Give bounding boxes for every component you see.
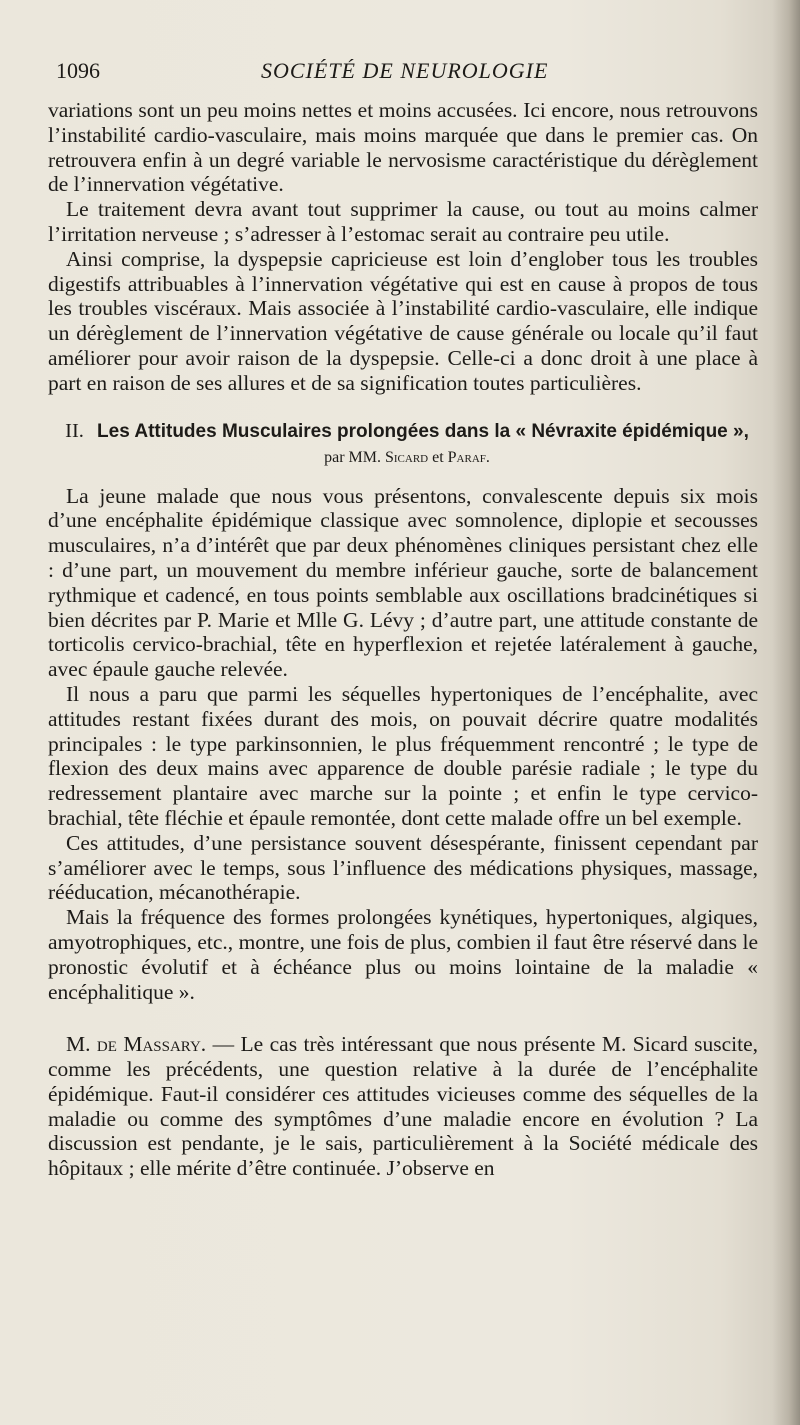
authors-and: et (432, 448, 444, 466)
paragraph-discussion (48, 1032, 758, 1181)
authors-suffix: . (485, 448, 490, 466)
running-head: SOCIÉTÉ DE NEUROLOGIE (261, 58, 549, 83)
paragraph-types: Il nous a paru que parmi les séquelles hypertoniques de l’encéphalite, avec attitudes restant fixées durant des mois, on pouvait décrire quatre modalités principales : le type parkinsonnien, le plus fréquemment rencontré ; le type de flexion des deux mains avec apparence de double parésie radiale ; le type du redressement plantaire avec marche sur la pointe ; et enfin le type cervico-brachial, tête fléchie et épaule remontée, dont cette malade offre un bel exemple. (48, 681, 758, 830)
author-sicard: Sicard (384, 448, 429, 466)
discussion-text: — Le cas très intéressant que nous présente M. Sicard suscite, comme les précédents, une question relative à la durée de l’encéphalite épidémique. Faut-il considérer ces attitudes vicieuses comme des séquelles de la maladie ou comme des symptômes d’une maladie encore en évolution ? La discussion est pendante, je le sais, particulièrement à la Société médicale des hôpitaux ; elle mérite d’être continuée. J’observe en (48, 1032, 758, 1181)
paragraph-prognosis: Mais la fréquence des formes prolongées kynétiques, hypertoniques, algiques, amyotrophiques, etc., montre, une fois de plus, combien il faut être réservé dans le pronostic évolutif et à échéance plus ou moins lointaine de la maladie « encéphalitique ». (48, 905, 758, 1004)
paragraph-dyspepsia: Ainsi comprise, la dyspepsie capricieuse est loin d’englober tous les troubles digestifs attribuables à l’innervation végétative qui est en cause à propos de tous les troubles viscéraux. Mais associée à l’instabilité cardio-vasculaire, elle indique un dérèglement de l’innervation végétative de cause générale ou locale qu’il faut améliorer pour avoir raison de la dyspepsie. Celle-ci a donc droit à une place à part en raison de ses allures et de sa signification toutes particulières. (48, 246, 758, 395)
page-number: 1096 (56, 58, 100, 83)
authors-prefix: par MM. (324, 448, 381, 466)
body-text (48, 98, 758, 1181)
section-heading (48, 419, 758, 470)
author-paraf: Paraf (447, 448, 486, 466)
section-authors (324, 449, 490, 466)
spacer (48, 1004, 758, 1032)
section-number: II. (65, 419, 84, 442)
speaker-name: M. de Massary. (66, 1032, 207, 1057)
paragraph-case: La jeune malade que nous vous présentons, convalescente depuis six mois d’une encéphalite épidémique classique avec somnolence, diplopie et secousses musculaires, n’a d’intérêt que par deux phénomènes cliniques persistant chez elle : d’une part, un mouvement du membre inférieur gauche, sorte de balancement rythmique et cadencé, en tous points semblable aux oscillations bradcinétiques si bien décrites par P. Marie et Mlle G. Lévy ; d’autre part, une attitude constante de torticolis cervico-brachial, tête en hyperflexion et rejetée latéralement à gauche, avec épaule gauche relevée. (48, 483, 758, 682)
paragraph-continuation: variations sont un peu moins nettes et moins accusées. Ici encore, nous retrouvons l’instabilité cardio-vasculaire, mais moins marquée que dans le premier cas. On retrouvera enfin à un degré variable le nervosisme caractéristique du dérèglement de l’innervation végétative. (48, 98, 758, 197)
paragraph-treatment: Le traitement devra avant tout supprimer la cause, ou tout au moins calmer l’irritation nerveuse ; s’adresser à l’estomac serait au contraire peu utile. (48, 197, 758, 246)
page-edge-shadow (772, 0, 800, 1425)
section-title: Les Attitudes Musculaires prolongées dans la « Névraxite épidémique », (97, 420, 749, 442)
paragraph-persistence: Ces attitudes, d’une persistance souvent désespérante, finissent cependant par s’améliorer avec le temps, sous l’influence des médications physiques, massage, rééducation, mécanothérapie. (48, 830, 758, 905)
page-header (56, 58, 756, 92)
